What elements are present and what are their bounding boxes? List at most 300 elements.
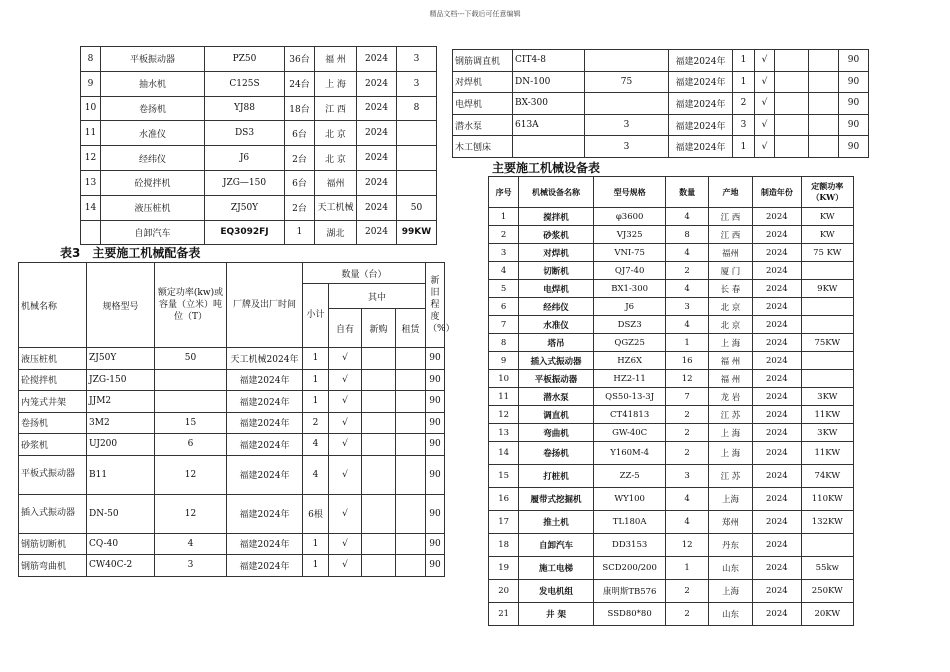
table-cell: 4: [666, 511, 708, 534]
table-cell: 3: [733, 114, 755, 136]
table-cell: 钢筋切断机: [19, 533, 87, 555]
table-cell: VNI-75: [593, 244, 666, 262]
page-header-note: 精品文档---下载后可任意编辑: [429, 10, 521, 18]
table-cell: [362, 412, 396, 434]
table-cell: 2024: [753, 603, 801, 626]
table-cell: 2024: [753, 316, 801, 334]
table-row: [19, 494, 445, 533]
table-cell: 13: [81, 170, 101, 195]
table-cell: 110KW: [801, 488, 853, 511]
table-cell: EQ3092FJ: [205, 220, 285, 245]
table-cell: 山东: [708, 557, 752, 580]
table-cell: 2: [666, 442, 708, 465]
table-row: [81, 220, 437, 245]
table-cell: 砂浆机: [19, 434, 87, 456]
table-cell: 木工刨床: [453, 136, 513, 158]
table-cell: 90: [426, 533, 445, 555]
table-row: [19, 434, 445, 456]
table-cell: 2024: [357, 220, 397, 245]
table-cell: [396, 455, 426, 494]
table-cell: 2: [666, 406, 708, 424]
column-header: 制造年份: [753, 177, 801, 208]
table-cell: 北 京: [708, 316, 752, 334]
table-cell: [396, 533, 426, 555]
table-cell: 2024: [357, 47, 397, 72]
table-cell: 2024: [753, 511, 801, 534]
table-cell: 水准仪: [101, 121, 205, 146]
table-cell: 2024: [753, 442, 801, 465]
table-cell: 液压桩机: [19, 348, 87, 370]
table-cell: 上海: [708, 488, 752, 511]
table-cell: 1: [733, 136, 755, 158]
table-row: [453, 114, 869, 136]
table-cell: [362, 455, 396, 494]
table-cell: 2024: [357, 121, 397, 146]
table-cell: 厦 门: [708, 262, 752, 280]
table-cell: J6: [205, 146, 285, 171]
table-row: [489, 226, 854, 244]
table-row: [489, 557, 854, 580]
table-cell: KW: [801, 226, 853, 244]
table-cell: 福 州: [708, 370, 752, 388]
table-cell: 17: [489, 511, 519, 534]
table-cell: 弯曲机: [519, 424, 594, 442]
table-cell: √: [329, 555, 362, 577]
table-cell: 自卸汽车: [519, 534, 594, 557]
table-cell: 2024: [753, 534, 801, 557]
table-cell: 2024: [753, 334, 801, 352]
table-cell: 8: [489, 334, 519, 352]
table-cell: 3: [666, 298, 708, 316]
table-cell: 砼搅拌机: [101, 170, 205, 195]
table-cell: KW: [801, 208, 853, 226]
table-cell: 1: [303, 369, 329, 391]
header-quantity: 数量（台）: [303, 263, 426, 284]
table-cell: 电焊机: [519, 280, 594, 298]
table-cell: [775, 136, 809, 158]
table-cell: 3: [585, 136, 669, 158]
table-row: [81, 47, 437, 72]
table-cell: [809, 71, 839, 93]
table-row: [489, 580, 854, 603]
table-cell: 90: [839, 114, 869, 136]
table-cell: JZG-150: [87, 369, 155, 391]
table-row: [489, 334, 854, 352]
table-cell: 9: [489, 352, 519, 370]
main-equipment-table: [488, 176, 854, 626]
table-cell: 4: [489, 262, 519, 280]
table-cell: 16: [666, 352, 708, 370]
table-cell: 99KW: [397, 220, 437, 245]
table-cell: 砼搅拌机: [19, 369, 87, 391]
table-cell: 2024: [357, 170, 397, 195]
table-cell: 2024: [753, 406, 801, 424]
table-cell: 上 海: [708, 334, 752, 352]
table-cell: 2: [666, 262, 708, 280]
table-cell: 7: [666, 388, 708, 406]
table-row: [489, 208, 854, 226]
table-cell: [585, 93, 669, 115]
table-cell: 1: [303, 555, 329, 577]
table-cell: 福建2024年: [227, 391, 303, 413]
table-cell: ZJ50Y: [87, 348, 155, 370]
table-cell: [775, 114, 809, 136]
table-cell: 21: [489, 603, 519, 626]
header-condition: 新旧程度（%）: [426, 263, 445, 348]
table-cell: 18: [489, 534, 519, 557]
table-cell: 90: [426, 434, 445, 456]
table-cell: 潜水泵: [519, 388, 594, 406]
table-cell: 9KW: [801, 280, 853, 298]
table-cell: 4: [303, 455, 329, 494]
table-cell: 调直机: [519, 406, 594, 424]
table-cell: 湖北: [315, 220, 357, 245]
table-cell: 2: [303, 412, 329, 434]
table-row: [489, 388, 854, 406]
table-cell: [397, 146, 437, 171]
table-cell: [397, 170, 437, 195]
table-cell: [801, 316, 853, 334]
table-row: [81, 96, 437, 121]
table-cell: 福建2024年: [227, 533, 303, 555]
table-cell: 水准仪: [519, 316, 594, 334]
table-cell: 6: [155, 434, 227, 456]
table-cell: 14: [489, 442, 519, 465]
table-cell: 90: [839, 93, 869, 115]
table-cell: 2: [733, 93, 755, 115]
table-cell: 切断机: [519, 262, 594, 280]
table-cell: [362, 434, 396, 456]
table-cell: [396, 494, 426, 533]
header-among: 其中: [329, 284, 426, 309]
table-cell: 75 KW: [801, 244, 853, 262]
table-cell: 发电机组: [519, 580, 594, 603]
header-factory: 厂牌及出厂时间: [227, 263, 303, 348]
table-cell: 2: [489, 226, 519, 244]
column-header: 定额功率（KW）: [801, 177, 853, 208]
table-cell: 14: [81, 195, 101, 220]
table-cell: 9: [81, 71, 101, 96]
table-cell: 2024: [753, 465, 801, 488]
table-cell: 132KW: [801, 511, 853, 534]
table-cell: PZ50: [205, 47, 285, 72]
table-cell: 12: [155, 455, 227, 494]
table-cell: √: [329, 348, 362, 370]
table-cell: VJ325: [593, 226, 666, 244]
table-cell: 福州: [315, 170, 357, 195]
table-row: [489, 262, 854, 280]
table-cell: 10: [81, 96, 101, 121]
table-cell: 13: [489, 424, 519, 442]
table-cell: [513, 136, 585, 158]
table-cell: 福建2024年: [227, 434, 303, 456]
table-cell: 砂浆机: [519, 226, 594, 244]
table-cell: 4: [666, 280, 708, 298]
table-cell: 北 京: [315, 121, 357, 146]
table-cell: UJ200: [87, 434, 155, 456]
table-row: [489, 603, 854, 626]
table-row: [489, 406, 854, 424]
table-cell: 1: [666, 557, 708, 580]
table-cell: 推土机: [519, 511, 594, 534]
table-cell: 4: [303, 434, 329, 456]
table-cell: 20: [489, 580, 519, 603]
table-cell: 75: [585, 71, 669, 93]
table-row: [489, 424, 854, 442]
table-row: [489, 298, 854, 316]
table-cell: 50: [155, 348, 227, 370]
table-cell: 3M2: [87, 412, 155, 434]
table-cell: [396, 391, 426, 413]
table-cell: 2024: [753, 370, 801, 388]
table-cell: [809, 136, 839, 158]
table-cell: 施工电梯: [519, 557, 594, 580]
table-cell: 福建2024年: [227, 494, 303, 533]
table-cell: 福建2024年: [669, 50, 733, 72]
table-cell: 74KW: [801, 465, 853, 488]
table-cell: BX-300: [513, 93, 585, 115]
table-cell: HZ6X: [593, 352, 666, 370]
table-cell: 福建2024年: [669, 71, 733, 93]
table-cell: 经纬仪: [519, 298, 594, 316]
table-cell: DN-100: [513, 71, 585, 93]
table-cell: 613A: [513, 114, 585, 136]
table-cell: [362, 533, 396, 555]
table-cell: 11KW: [801, 442, 853, 465]
table-row: [453, 50, 869, 72]
table-row: [19, 369, 445, 391]
table-cell: 90: [426, 494, 445, 533]
table-cell: 江 西: [708, 208, 752, 226]
table-cell: [362, 369, 396, 391]
table-cell: 75KW: [801, 334, 853, 352]
machinery-allocation-table: [18, 262, 455, 577]
table-cell: 上 海: [708, 424, 752, 442]
table-cell: 1: [303, 348, 329, 370]
table-cell: 90: [426, 555, 445, 577]
table-cell: 4: [666, 208, 708, 226]
table-cell: QGZ25: [593, 334, 666, 352]
table-cell: 90: [839, 71, 869, 93]
table-cell: √: [755, 50, 775, 72]
table-cell: [801, 352, 853, 370]
table-row: [489, 488, 854, 511]
table-cell: J6: [593, 298, 666, 316]
table-cell: SCD200/200: [593, 557, 666, 580]
table-cell: 3KW: [801, 424, 853, 442]
table-cell: [155, 369, 227, 391]
column-header: 序号: [489, 177, 519, 208]
table-cell: 11: [489, 388, 519, 406]
table-cell: 打桩机: [519, 465, 594, 488]
table-cell: √: [329, 391, 362, 413]
table-cell: 11: [81, 121, 101, 146]
table-cell: 2024: [753, 557, 801, 580]
table-cell: 福建2024年: [669, 93, 733, 115]
table-cell: [775, 50, 809, 72]
table-cell: 2: [666, 603, 708, 626]
table-cell: 江 西: [315, 96, 357, 121]
table-row: [453, 71, 869, 93]
table-cell: 内笼式井架: [19, 391, 87, 413]
table-cell: 塔吊: [519, 334, 594, 352]
table-cell: 福建2024年: [227, 412, 303, 434]
table-cell: B11: [87, 455, 155, 494]
table-row: [19, 412, 445, 434]
table-cell: 2024: [753, 280, 801, 298]
table-row: [19, 348, 445, 370]
table-cell: 2024: [753, 208, 801, 226]
table-cell: [396, 434, 426, 456]
table-cell: ZJ50Y: [205, 195, 285, 220]
table-cell: 6: [489, 298, 519, 316]
table-cell: 平板式振动器: [19, 455, 87, 494]
table-cell: 2024: [753, 298, 801, 316]
table-cell: BX1-300: [593, 280, 666, 298]
table-row: [453, 93, 869, 115]
table-cell: 2: [666, 424, 708, 442]
table-cell: 16: [489, 488, 519, 511]
table-cell: 3: [397, 47, 437, 72]
table-row: [489, 280, 854, 298]
table-cell: 6根: [303, 494, 329, 533]
table-cell: 福建2024年: [227, 555, 303, 577]
table-row: [489, 370, 854, 388]
table4-title: 主要施工机械设备表: [492, 161, 601, 175]
table-cell: 2024: [753, 580, 801, 603]
table-row: [81, 170, 437, 195]
table-cell: 康明斯TB576: [593, 580, 666, 603]
table-cell: 2024: [753, 424, 801, 442]
table-cell: 4: [666, 244, 708, 262]
table-cell: 12: [666, 534, 708, 557]
table-cell: [801, 262, 853, 280]
table-cell: 履带式挖掘机: [519, 488, 594, 511]
table-cell: [362, 555, 396, 577]
header-own: 自有: [329, 309, 362, 348]
table-cell: [809, 114, 839, 136]
table-cell: ZZ-5: [593, 465, 666, 488]
table-cell: 3: [155, 555, 227, 577]
table-cell: 5: [489, 280, 519, 298]
table-row: [489, 352, 854, 370]
table-cell: 1: [285, 220, 315, 245]
table-cell: 上 海: [315, 71, 357, 96]
table-cell: 插入式振动器: [19, 494, 87, 533]
table-cell: 1: [733, 71, 755, 93]
table-cell: 江 西: [708, 226, 752, 244]
table-cell: [396, 555, 426, 577]
table-cell: 90: [426, 412, 445, 434]
table-cell: CW40C-2: [87, 555, 155, 577]
table-cell: 6台: [285, 121, 315, 146]
table-cell: 钢筋调直机: [453, 50, 513, 72]
table-row: [489, 511, 854, 534]
table-cell: 2024: [753, 352, 801, 370]
table-cell: √: [329, 533, 362, 555]
table-cell: √: [329, 455, 362, 494]
table-cell: 天工机械2024年: [227, 348, 303, 370]
table-cell: 北 京: [315, 146, 357, 171]
table-row: [19, 533, 445, 555]
table-cell: [809, 50, 839, 72]
table-cell: 3: [489, 244, 519, 262]
table-cell: DN-50: [87, 494, 155, 533]
table-cell: √: [755, 71, 775, 93]
table-cell: 平板振动器: [101, 47, 205, 72]
table-cell: 井 架: [519, 603, 594, 626]
table-cell: DSZ3: [593, 316, 666, 334]
table-cell: [396, 412, 426, 434]
table-cell: 2024: [357, 146, 397, 171]
table-cell: √: [755, 136, 775, 158]
table-cell: 钢筋弯曲机: [19, 555, 87, 577]
table-cell: 6台: [285, 170, 315, 195]
table-cell: √: [329, 494, 362, 533]
table-cell: φ3600: [593, 208, 666, 226]
table-cell: 12: [666, 370, 708, 388]
column-header: 数量: [666, 177, 708, 208]
table-cell: 2024: [357, 96, 397, 121]
table-cell: 卷扬机: [101, 96, 205, 121]
header-new: 新购: [362, 309, 396, 348]
table-cell: 天工机械: [315, 195, 357, 220]
table-cell: 江 苏: [708, 406, 752, 424]
table-cell: 20KW: [801, 603, 853, 626]
table-row: [81, 121, 437, 146]
table-cell: 11KW: [801, 406, 853, 424]
table-cell: 长 春: [708, 280, 752, 298]
table-row: [19, 391, 445, 413]
table-cell: DS3: [205, 121, 285, 146]
table-cell: 8: [81, 47, 101, 72]
table-cell: 福建2024年: [669, 136, 733, 158]
machinery-allocation-continued-table: [452, 49, 869, 158]
table-cell: 卷扬机: [19, 412, 87, 434]
table-row: [19, 555, 445, 577]
table-cell: 福建2024年: [227, 455, 303, 494]
table-cell: 2024: [753, 226, 801, 244]
table-cell: 2024: [753, 388, 801, 406]
table-cell: √: [755, 93, 775, 115]
table-cell: CIT4-8: [513, 50, 585, 72]
table-cell: 上海: [708, 580, 752, 603]
table-cell: [801, 298, 853, 316]
table-cell: 2024: [753, 244, 801, 262]
table-row: [489, 316, 854, 334]
table-cell: [396, 348, 426, 370]
table-cell: 19: [489, 557, 519, 580]
table-cell: 2: [666, 580, 708, 603]
header-power: 额定功率(kw)或容量（立米）吨位（T）: [155, 263, 227, 348]
table-cell: 卷扬机: [519, 442, 594, 465]
header-model: 规格型号: [87, 263, 155, 348]
table-cell: 福建2024年: [227, 369, 303, 391]
table-cell: 3: [585, 114, 669, 136]
table-cell: 2台: [285, 146, 315, 171]
table-cell: √: [329, 412, 362, 434]
table-cell: CT41813: [593, 406, 666, 424]
table3-title: 表3 主要施工机械配备表: [60, 246, 201, 260]
table-cell: JZG—150: [205, 170, 285, 195]
table-cell: 50: [397, 195, 437, 220]
table-cell: 18台: [285, 96, 315, 121]
table-cell: 液压桩机: [101, 195, 205, 220]
table-cell: 郑州: [708, 511, 752, 534]
table-cell: 250KW: [801, 580, 853, 603]
table-cell: 8: [397, 96, 437, 121]
table-cell: 江 苏: [708, 465, 752, 488]
